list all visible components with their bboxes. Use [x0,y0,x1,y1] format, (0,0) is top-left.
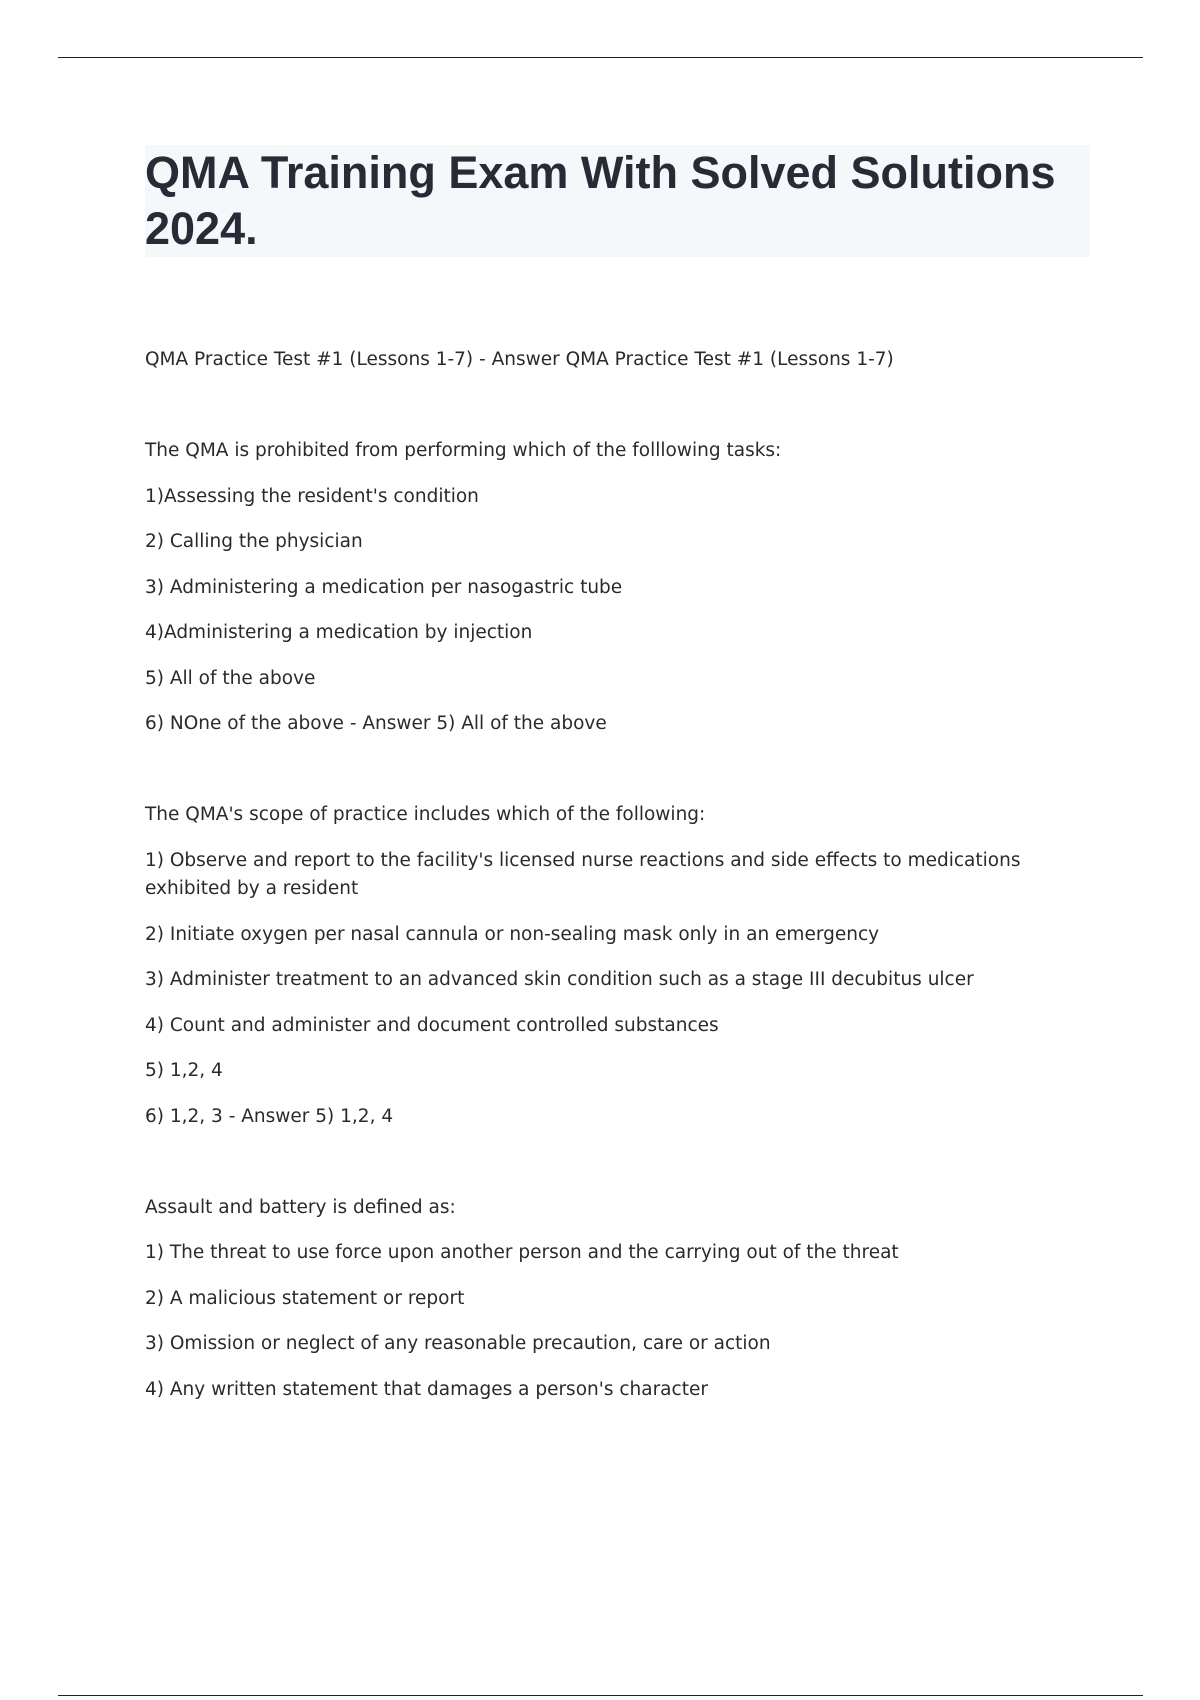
question-2-option-1: 1) Observe and report to the facility's licensed nurse reactions and side effects to medications exhibited by a resident [145,850,1021,899]
question-3-option-3: 3) Omission or neglect of any reasonable precaution, care or action [145,1333,771,1354]
question-1-option-5: 5) All of the above [145,668,316,689]
question-2-prompt: The QMA's scope of practice includes which of the following: [145,804,706,825]
question-1-prompt: The QMA is prohibited from performing which of the folllowing tasks: [145,440,782,461]
question-3-prompt: Assault and battery is defined as: [145,1197,456,1218]
bottom-rule [58,1695,1143,1696]
question-2-option-4: 4) Count and administer and document controlled substances [145,1015,719,1036]
question-2-option-3: 3) Administer treatment to an advanced skin condition such as a stage III decubitus ulcer [145,969,974,990]
question-2-option-5: 5) 1,2, 4 [145,1060,223,1081]
document-title: QMA Training Exam With Solved Solutions 2024. [145,147,1056,254]
title-block [145,145,1090,257]
question-1-option-4: 4)Administering a medication by injection [145,622,533,643]
top-rule [58,57,1143,58]
question-1-option-6-answer: 6) NOne of the above - Answer 5) All of the above [145,713,607,734]
question-1-option-2: 2) Calling the physician [145,531,363,552]
question-3-option-4: 4) Any written statement that damages a person's character [145,1379,708,1400]
question-3-option-2: 2) A malicious statement or report [145,1288,465,1309]
question-1-option-3: 3) Administering a medication per nasogastric tube [145,577,623,598]
intro-line: QMA Practice Test #1 (Lessons 1-7) - Answer QMA Practice Test #1 (Lessons 1-7) [145,349,894,370]
question-1-option-1: 1)Assessing the resident's condition [145,486,479,507]
question-2-option-2: 2) Initiate oxygen per nasal cannula or non-sealing mask only in an emergency [145,924,880,945]
question-3-option-1: 1) The threat to use force upon another person and the carrying out of the threat [145,1242,899,1263]
question-2-option-6-answer: 6) 1,2, 3 - Answer 5) 1,2, 4 [145,1106,394,1127]
